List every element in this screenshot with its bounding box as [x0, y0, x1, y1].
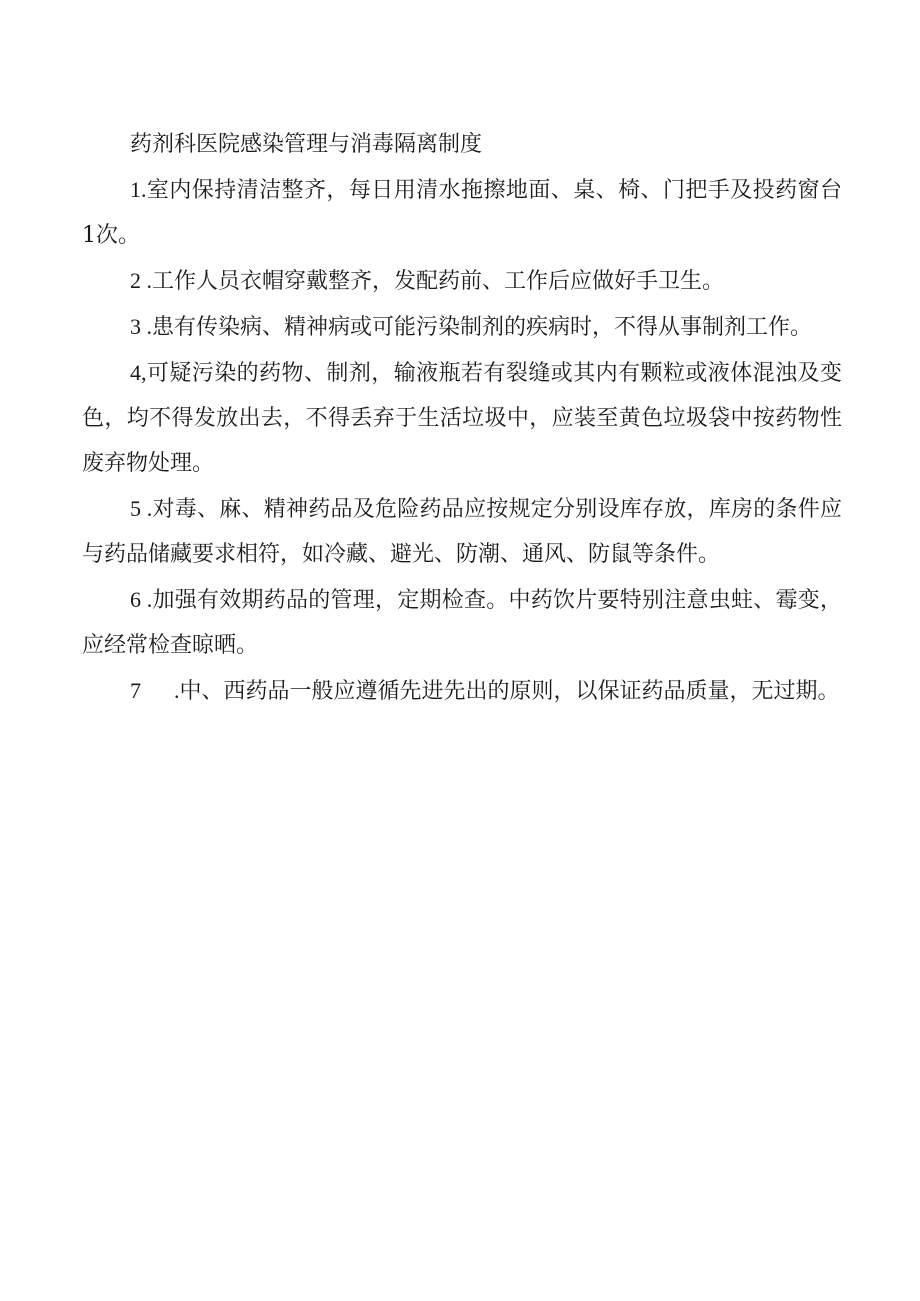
- list-item-5: [82, 486, 842, 577]
- item-number: 1.: [130, 177, 147, 202]
- document-body: [82, 122, 842, 714]
- list-item-6: [82, 577, 842, 668]
- item-text: 中、西药品一般应遵循先进先出的原则，以保证药品质量，无过期。: [179, 679, 840, 704]
- item-text: 患有传染病、精神病或可能污染制剂的疾病时，不得从事制剂工作。: [152, 315, 813, 340]
- list-item-3: [82, 304, 842, 350]
- item-text: 加强有效期药品的管理，定期检查。中药饮片要特别注意虫蛀、霉变，应经常检查晾晒。: [82, 588, 842, 658]
- item-text: 对毒、麻、精神药品及危险药品应按规定分别设库存放，库房的条件应与药品储藏要求相符，如冷藏、避光、防潮、通风、防鼠等条件。: [82, 497, 842, 567]
- list-item-2: [82, 258, 842, 304]
- item-number: 5 .: [130, 496, 153, 521]
- item-number: 6 .: [130, 587, 153, 612]
- item-text: 室内保持清洁整齐，每日用清水拖擦地面、桌、椅、门把手及投药窗台1次。: [82, 178, 842, 248]
- list-item-1: [82, 167, 842, 258]
- document-title: 药剂科医院感染管理与消毒隔离制度: [130, 132, 483, 157]
- item-number: 4,: [130, 360, 147, 385]
- item-number: 7 .: [130, 678, 180, 703]
- list-item-7: [82, 668, 842, 714]
- item-text: 工作人员衣帽穿戴整齐，发配药前、工作后应做好手卫生。: [152, 269, 725, 294]
- list-item-4: [82, 350, 842, 486]
- item-number: 2 .: [130, 268, 152, 293]
- item-text: 可疑污染的药物、制剂，输液瓶若有裂缝或其内有颗粒或液体混浊及变色，均不得发放出去，不得丢弃于生活垃圾中，应装至黄色垃圾袋中按药物性废弃物处理。: [82, 361, 842, 476]
- item-number: 3 .: [130, 314, 152, 339]
